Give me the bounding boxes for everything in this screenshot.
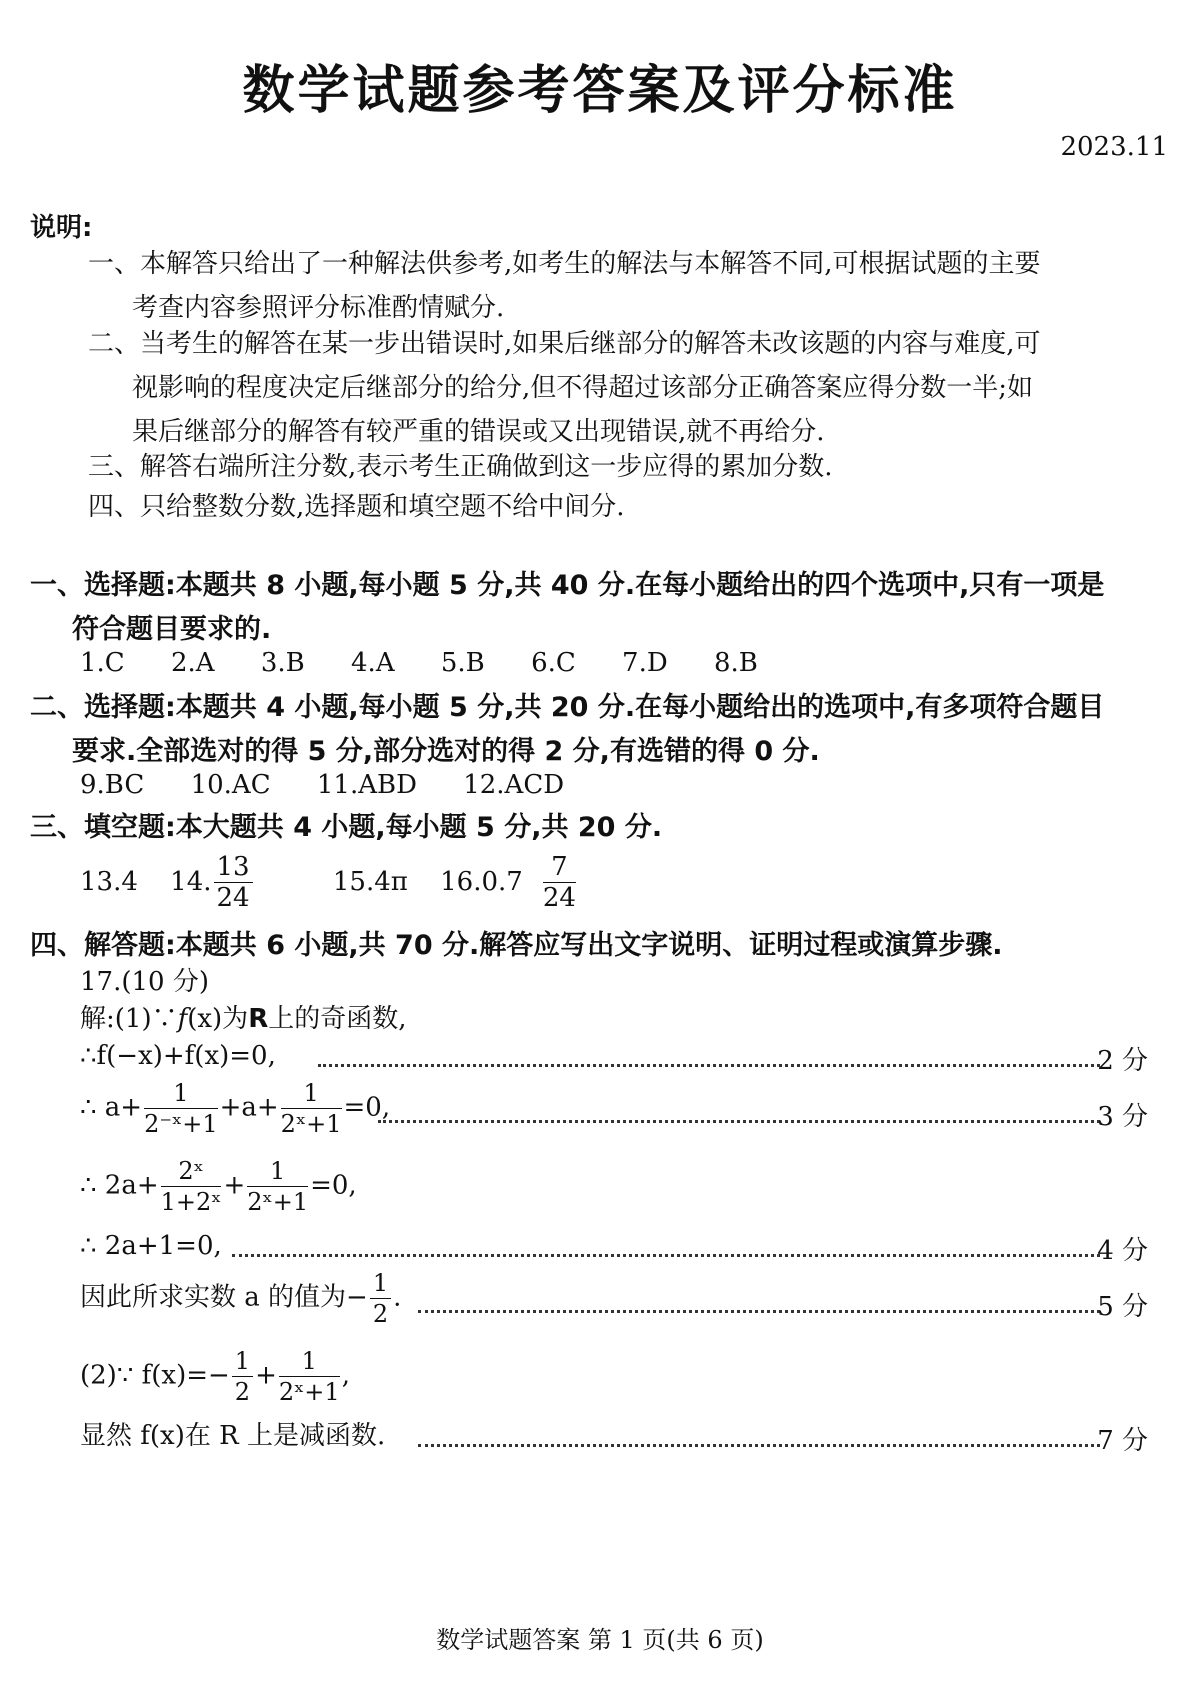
date-label: 2023.11 bbox=[1060, 132, 1168, 162]
leader-dots bbox=[418, 1310, 1100, 1313]
fraction: $\frac{7}{24}$ bbox=[542, 852, 576, 913]
section-line: 四、解答题:本题共 6 小题,共 70 分.解答应写出文字说明、证明过程或演算步骤. bbox=[30, 930, 1003, 961]
answer-item: 13.4 bbox=[80, 866, 138, 897]
score-label: 2 分 bbox=[1097, 1046, 1148, 1076]
answer-item: 5.B bbox=[440, 648, 485, 678]
note-line: 三、解答右端所注分数,表示考生正确做到这一步应得的累加分数. bbox=[88, 452, 833, 482]
section-2-heading bbox=[30, 686, 1180, 774]
leader-dots bbox=[232, 1254, 1100, 1257]
leader-dots bbox=[418, 1444, 1100, 1447]
solution-line-3: ∴ a+ $\frac{1}{\text{2⁻ˣ+1}}$ +a+ $\frac{1}{\text{2ˣ+1}}$ =0, bbox=[80, 1079, 391, 1138]
answer-item: 6.C bbox=[531, 648, 576, 678]
answer-item: 4.A bbox=[351, 648, 395, 678]
score-label: 4 分 bbox=[1097, 1236, 1148, 1266]
answer-item: 14. $\frac{13}{24}$ bbox=[170, 867, 300, 897]
section-2-answers bbox=[80, 770, 588, 800]
note-line: 四、只给整数分数,选择题和填空题不给中间分. bbox=[88, 492, 625, 522]
note-item-4 bbox=[88, 485, 1178, 529]
answer-item: 10.AC bbox=[190, 770, 271, 800]
leader-dots bbox=[318, 1064, 1100, 1067]
section-1-heading bbox=[30, 564, 1180, 652]
solution-line-7: (2)∵ f(x)=− $\frac{1}{2}$ + $\frac{1}{\text{2ˣ+1}}$ , bbox=[80, 1347, 350, 1406]
answer-item: 9.BC bbox=[80, 770, 145, 800]
leader-dots bbox=[378, 1120, 1100, 1123]
note-item-3 bbox=[88, 445, 1178, 489]
answer-item: 8.B bbox=[713, 648, 758, 678]
answer-item: 1.C bbox=[80, 648, 125, 678]
answer-item: 3.B bbox=[260, 648, 305, 678]
score-label: 3 分 bbox=[1097, 1102, 1148, 1132]
section-4-heading bbox=[30, 924, 1180, 968]
solution-line-1: 解:(1)∵f(x)为R上的奇函数, bbox=[80, 1004, 407, 1034]
note-line: 果后继部分的解答有较严重的错误或又出现错误,就不再给分. bbox=[132, 417, 825, 447]
page-footer: 数学试题答案 第 1 页(共 6 页) bbox=[436, 1626, 764, 1654]
section-line: 要求.全部选对的得 5 分,部分选对的得 2 分,有选错的得 0 分. bbox=[72, 736, 820, 767]
section-line: 三、填空题:本大题共 4 小题,每小题 5 分,共 20 分. bbox=[30, 812, 663, 843]
note-item-1 bbox=[88, 242, 1178, 330]
answer-item: 12.ACD bbox=[463, 770, 565, 800]
note-line: 二、当考生的解答在某一步出错误时,如果后继部分的解答未改该题的内容与难度,可 bbox=[88, 329, 1041, 359]
answer-item: 2.A bbox=[170, 648, 215, 678]
solution-line-4: ∴ 2a+ $\frac{\text{2ˣ}}{\text{1+2ˣ}}$ + $\frac{1}{\text{2ˣ+1}}$ =0, bbox=[80, 1157, 357, 1216]
section-3-heading bbox=[30, 806, 1180, 850]
section-line: 二、选择题:本题共 4 小题,每小题 5 分,共 20 分.在每小题给出的选项中,有多项符合题目 bbox=[30, 692, 1105, 723]
answer-item: 7.D bbox=[622, 648, 668, 678]
section-line: 符合题目要求的. bbox=[72, 614, 272, 645]
answer-item: 16.0.7 $\frac{7}{24}$ bbox=[440, 867, 624, 897]
solution-line-5: ∴ 2a+1=0, bbox=[80, 1231, 222, 1261]
notes-label: 说明: bbox=[30, 213, 93, 243]
solution-line-2: ∴f(−x)+f(x)=0, bbox=[80, 1041, 276, 1071]
note-item-2 bbox=[88, 322, 1178, 454]
answer-item: 11.ABD bbox=[316, 770, 417, 800]
note-line: 视影响的程度决定后继部分的给分,但不得超过该部分正确答案应得分数一半;如 bbox=[132, 373, 1034, 403]
page-title: 数学试题参考答案及评分标准 bbox=[242, 61, 958, 121]
fraction: $\frac{13}{24}$ bbox=[214, 852, 277, 913]
section-line: 一、选择题:本题共 8 小题,每小题 5 分,共 40 分.在每小题给出的四个选项中,只有一项是 bbox=[30, 570, 1105, 601]
note-line: 一、本解答只给出了一种解法供参考,如考生的解法与本解答不同,可根据试题的主要 bbox=[88, 249, 1041, 279]
section-3-answers bbox=[80, 852, 648, 913]
solution-line-6: 因此所求实数 a 的值为− $\frac{1}{2}$ . bbox=[80, 1269, 402, 1328]
question-17-label: 17.(10 分) bbox=[80, 967, 209, 997]
section-1-answers bbox=[80, 648, 782, 678]
score-label: 5 分 bbox=[1097, 1292, 1148, 1322]
note-line: 考查内容参照评分标准酌情赋分. bbox=[132, 293, 505, 323]
score-label: 7 分 bbox=[1097, 1426, 1148, 1456]
solution-line-8: 显然 f(x)在 R 上是减函数. bbox=[80, 1421, 386, 1451]
answer-item: 15.4π bbox=[332, 866, 408, 897]
